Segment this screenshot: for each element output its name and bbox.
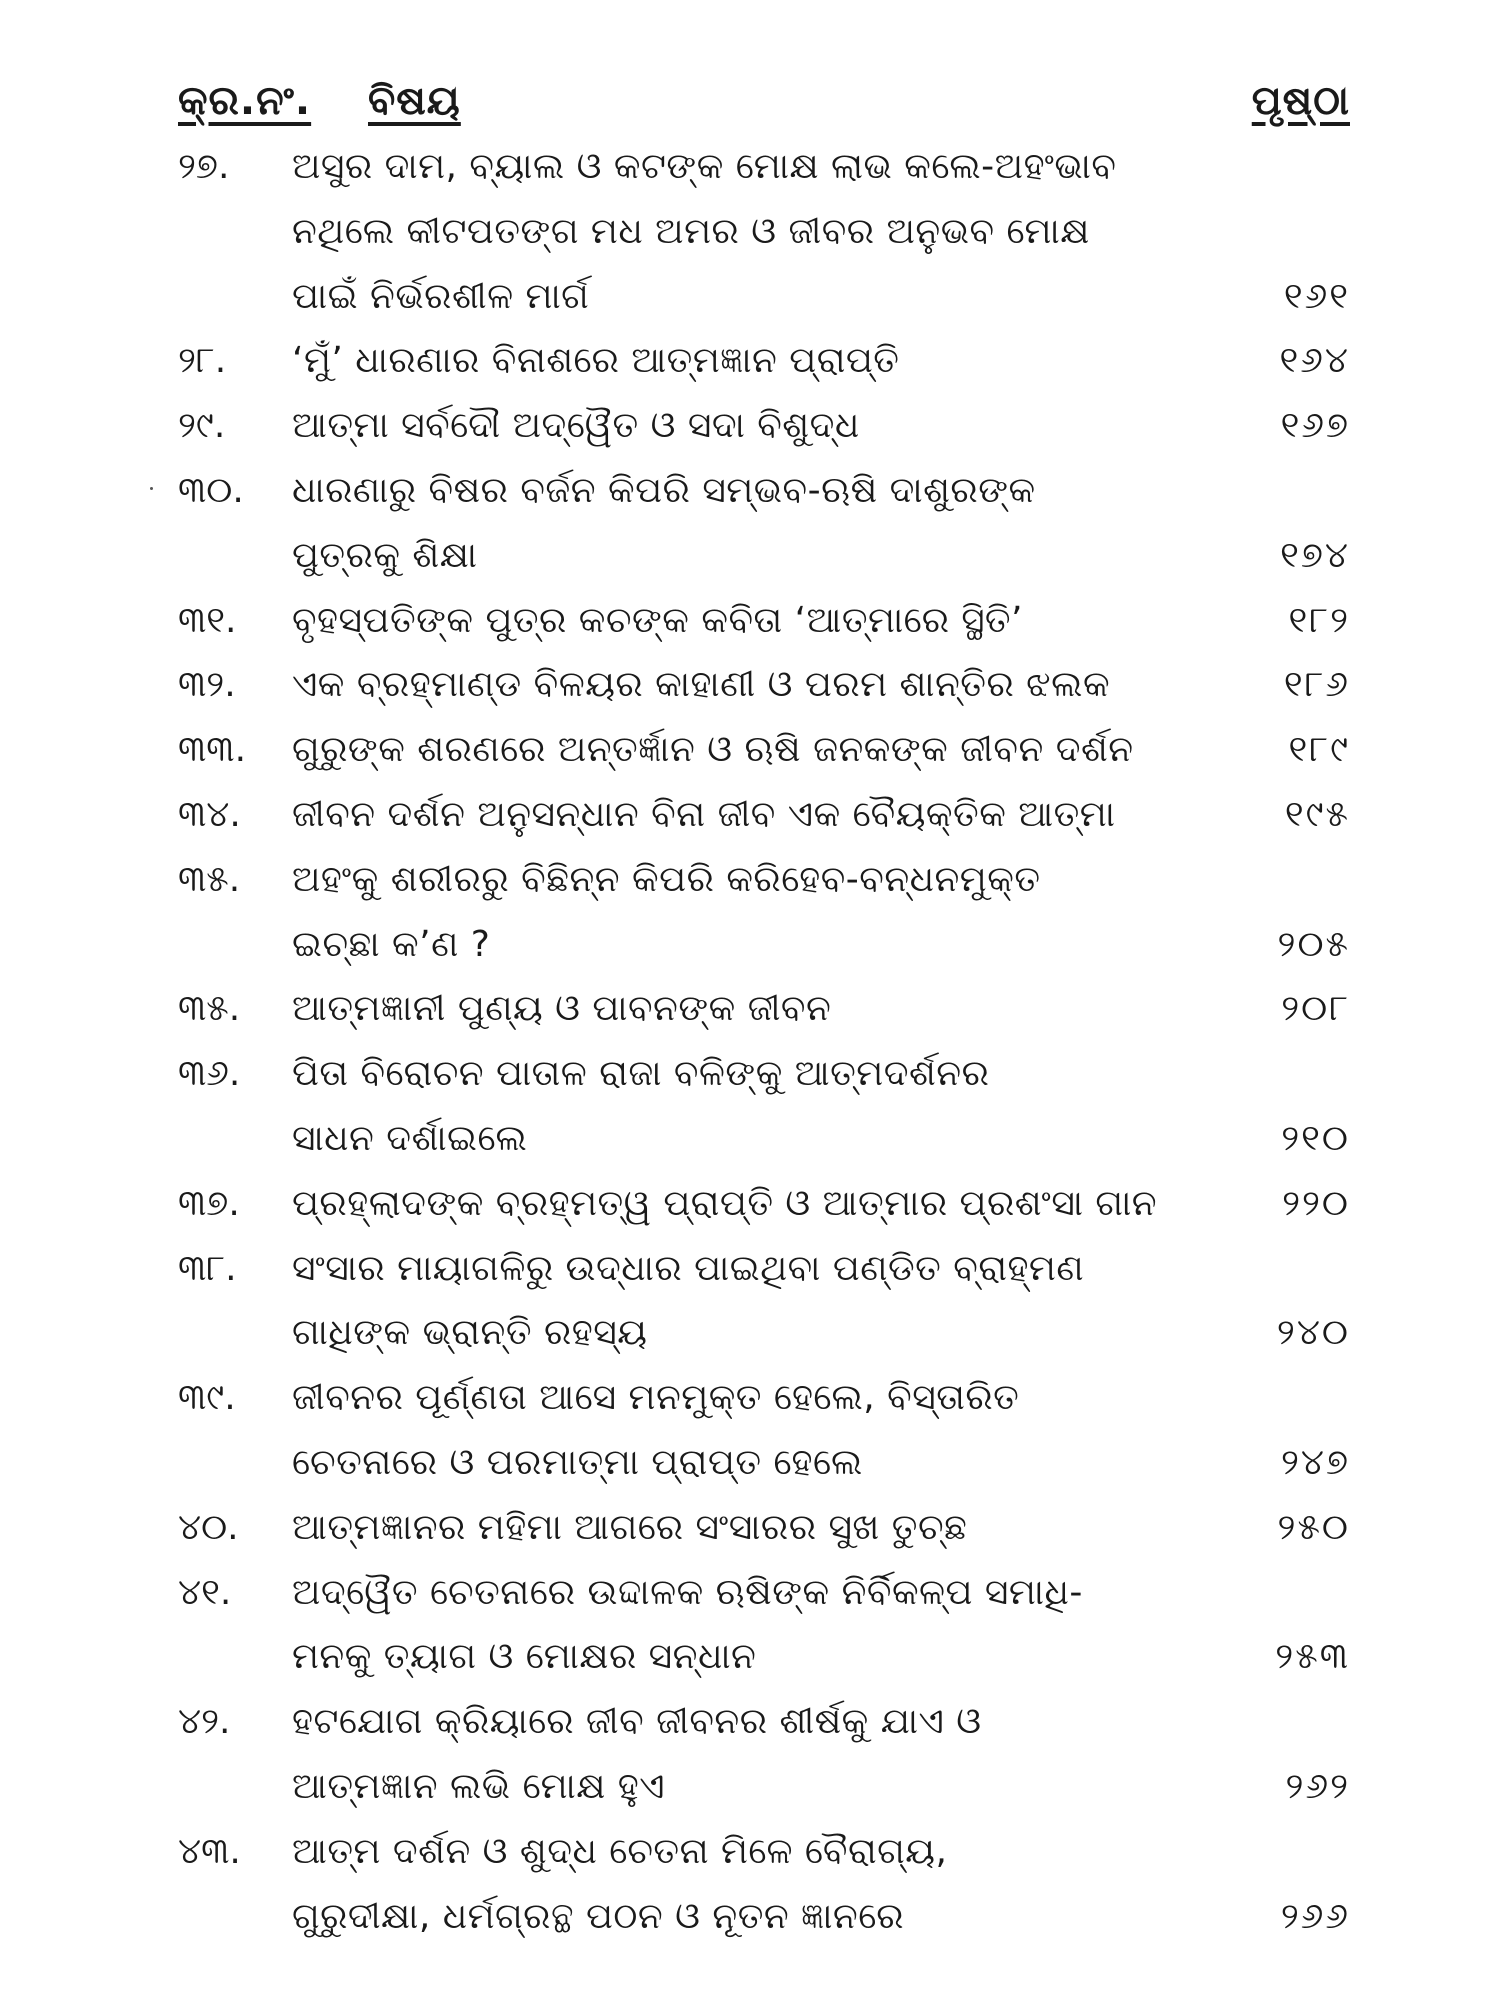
toc-entry-line [0, 1047, 1500, 1112]
entry-page-number: ୨୪୭ [1280, 1441, 1350, 1483]
toc-entry [0, 853, 1500, 983]
toc-entry [0, 1242, 1500, 1372]
toc-entry-line [0, 1306, 1500, 1371]
toc-entry-line [0, 270, 1500, 335]
scan-speck [150, 487, 153, 490]
serial-number-heading: କ୍ର.ନଂ. [178, 78, 312, 124]
entry-title-text: ହଟଯୋଗ କ୍ରିୟାରେ ଜୀବ ଜୀବନର ଶୀର୍ଷକୁ ଯାଏ ଓ [292, 1701, 982, 1743]
toc-entry-line [0, 1630, 1500, 1695]
toc-entry-line [0, 1695, 1500, 1760]
toc-list [0, 140, 1500, 1954]
toc-entry-line [0, 334, 1500, 399]
entry-title-text: ପ୍ରହ୍ଲାଦଙ୍କ ବ୍ରହ୍ମତ୍ୱ ପ୍ରାପ୍ତି ଓ ଆତ୍ମାର ପ୍ରଶଂସା ଗାନ [292, 1182, 1158, 1224]
toc-entry [0, 594, 1500, 659]
entry-page-number: ୨୫୦ [1277, 1506, 1350, 1548]
entry-number: ୩୦. [178, 469, 244, 511]
entry-page-number: ୧୯୫ [1284, 793, 1350, 835]
toc-entry-line [0, 1760, 1500, 1825]
toc-entry-line [0, 723, 1500, 788]
entry-page-number: ୨୦୫ [1277, 923, 1350, 965]
entry-title-text: ଧାରଣାରୁ ବିଷର ବର୍ଜନ କିପରି ସମ୍ଭବ-ଋଷି ଦାଶୁରଙ୍କ [292, 469, 1036, 511]
entry-number: ୨୭. [178, 146, 230, 187]
entry-title-text: ପୁତ୍ରକୁ ଶିକ୍ଷା [292, 534, 478, 576]
toc-entry-line [0, 1825, 1500, 1890]
entry-title-text: ପିତା ବିରୋଚନ ପାତାଳ ରାଜା ବଳିଙ୍କୁ ଆତ୍ମଦର୍ଶନର [292, 1053, 990, 1095]
entry-page-number: ୧୮୨ [1288, 599, 1350, 641]
toc-entry [0, 140, 1500, 334]
page-heading: ପୃଷ୍ଠା [1251, 78, 1350, 124]
entry-title-text: ଏକ ବ୍ରହ୍ମାଣ୍ଡ ବିଳୟର କାହାଣୀ ଓ ପରମ ଶାନ୍ତିର ଝଲକ [292, 664, 1111, 706]
entry-number: ୩୧. [178, 599, 237, 641]
toc-entry [0, 1501, 1500, 1566]
toc-entry-line [0, 918, 1500, 983]
toc-entry-line [0, 658, 1500, 723]
entry-title-text: ପାଇଁ ନିର୍ଭରଶୀଳ ମାର୍ଗ [292, 275, 590, 317]
toc-entry [0, 1371, 1500, 1501]
entry-title-text: ବୃହସ୍ପତିଙ୍କ ପୁତ୍ର କଚଙ୍କ କବିତା ‘ଆତ୍ମାରେ ସ୍ଥିତି’ [292, 599, 1023, 641]
entry-number: ୩୯. [178, 1377, 236, 1419]
toc-entry-line [0, 853, 1500, 918]
toc-entry-line [0, 594, 1500, 659]
toc-entry-line [0, 788, 1500, 853]
toc-entry-line [0, 464, 1500, 529]
subject-heading: ବିଷୟ [368, 78, 461, 124]
entry-title-text: ଇଚ୍ଛା କ’ଣ ? [292, 923, 491, 965]
entry-page-number: ୧୬୧ [1283, 275, 1350, 317]
entry-title-text: ମନକୁ ତ୍ୟାଗ ଓ ମୋକ୍ଷର ସନ୍ଧାନ [292, 1636, 757, 1678]
entry-title-text: ଆତ୍ମଜ୍ଞାନ ଲଭି ମୋକ୍ଷ ହୁଏ [292, 1765, 666, 1807]
entry-page-number: ୨୦୮ [1281, 988, 1350, 1030]
entry-number: ୩୩. [178, 729, 247, 771]
toc-entry-line [0, 1566, 1500, 1631]
toc-entry [0, 1825, 1500, 1955]
entry-page-number: ୧୬୪ [1279, 340, 1350, 382]
entry-number: ୪୨. [178, 1701, 231, 1743]
entry-number: ୪୦. [178, 1506, 239, 1548]
entry-number: ୨୯. [178, 405, 226, 447]
toc-entry [0, 723, 1500, 788]
entry-title-text: ଆତ୍ମ ଦର୍ଶନ ଓ ଶୁଦ୍ଧ ଚେତନା ମିଳେ ବୈରାଗ୍ୟ, [292, 1830, 948, 1872]
entry-page-number: ୨୨୦ [1282, 1182, 1350, 1224]
toc-entry [0, 464, 1500, 594]
entry-page-number: ୧୬୭ [1280, 405, 1350, 447]
entry-number: ୩୪. [178, 793, 241, 835]
toc-entry-line [0, 1242, 1500, 1307]
entry-title-text: ଅହଂକୁ ଶରୀରରୁ ବିଛିନ୍ନ କିପରି କରିହେବ-ବନ୍ଧନମୁକ୍ତ [292, 858, 1041, 900]
entry-title-text: ନଥିଲେ କୀଟପତଙ୍ଗ ମଧ ଅମର ଓ ଜୀବର ଅନୁଭବ ମୋକ୍ଷ [292, 210, 1090, 252]
toc-entry [0, 788, 1500, 853]
entry-title-text: ସଂସାର ମାୟାଗଳିରୁ ଉଦ୍ଧାର ପାଇଥିବା ପଣ୍ଡିତ ବ୍ରାହ୍ମଣ [292, 1247, 1085, 1289]
entry-title-text: ଗୁରୁଦୀକ୍ଷା, ଧର୍ମଗ୍ରନ୍ଥ ପଠନ ଓ ନୂତନ ଜ୍ଞାନରେ [292, 1895, 905, 1937]
entry-title-text: ଗୁରୁଙ୍କ ଶରଣରେ ଅନ୍ତର୍ଜ୍ଞାନ ଓ ଋଷି ଜନକଙ୍କ ଜୀବନ ଦର୍ଶନ [292, 729, 1134, 771]
entry-number: ୩୫. [178, 988, 241, 1030]
toc-header [0, 78, 1500, 148]
entry-number: ୩୨. [178, 664, 236, 706]
entry-page-number: ୧୮୯ [1288, 729, 1350, 771]
entry-title-text: ଜୀବନ ଦର୍ଶନ ଅନୁସନ୍ଧାନ ବିନା ଜୀବ ଏକ ବୈୟକ୍ତିକ ଆତ୍ମା [292, 793, 1116, 835]
toc-entry-line [0, 205, 1500, 270]
entry-number: ୩୬. [178, 1053, 241, 1095]
entry-title-text: ଆତ୍ମଜ୍ଞାନୀ ପୁଣ୍ୟ ଓ ପାବନଙ୍କ ଜୀବନ [292, 988, 832, 1030]
toc-entry-line [0, 1501, 1500, 1566]
toc-entry-line [0, 1177, 1500, 1242]
entry-number: ୪୧. [178, 1571, 232, 1613]
entry-title-text: ଆତ୍ମଜ୍ଞାନର ମହିମା ଆଗରେ ସଂସାରର ସୁଖ ତୁଚ୍ଛ [292, 1506, 968, 1548]
toc-entry-line [0, 529, 1500, 594]
toc-entry [0, 334, 1500, 399]
entry-number: ୩୭. [178, 1182, 240, 1224]
toc-entry-line [0, 1436, 1500, 1501]
entry-page-number: ୨୫୩ [1275, 1636, 1350, 1678]
entry-number: ୩୫. [178, 858, 241, 900]
toc-entry [0, 1695, 1500, 1825]
entry-number: ୪୩. [178, 1830, 241, 1872]
toc-entry [0, 982, 1500, 1047]
entry-page-number: ୨୬୨ [1285, 1765, 1350, 1807]
toc-entry [0, 1566, 1500, 1696]
entry-page-number: ୨୪୦ [1276, 1312, 1350, 1354]
entry-title-text: ଆତ୍ମା ସର୍ବଦୌ ଅଦ୍ୱୈତ ଓ ସଦା ବିଶୁଦ୍ଧ [292, 405, 860, 447]
toc-entry-line [0, 1112, 1500, 1177]
toc-entry-line [0, 982, 1500, 1047]
entry-title-text: ଜୀବନର ପୂର୍ଣ୍ଣତା ଆସେ ମନମୁକ୍ତ ହେଲେ, ବିସ୍ତାରିତ [292, 1377, 1020, 1419]
toc-entry-line [0, 1890, 1500, 1955]
entry-page-number: ୨୧୦ [1281, 1117, 1350, 1159]
toc-entry [0, 399, 1500, 464]
toc-entry [0, 658, 1500, 723]
entry-number: ୨୮. [178, 340, 227, 382]
toc-entry-line [0, 399, 1500, 464]
entry-title-text: ଅସୁର ଦାମ, ବ୍ୟାଲ ଓ କଟଙ୍କ ମୋକ୍ଷ ଲାଭ କଲେ-ଅହଂଭାବ [292, 146, 1117, 187]
entry-title-text: ‘ମୁଁ’ ଧାରଣାର ବିନାଶରେ ଆତ୍ମଜ୍ଞାନ ପ୍ରାପ୍ତି [292, 340, 900, 382]
entry-title-text: ସାଧନ ଦର୍ଶାଇଲେ [292, 1117, 528, 1159]
entry-title-text: ଚେତନାରେ ଓ ପରମାତ୍ମା ପ୍ରାପ୍ତ ହେଲେ [292, 1441, 863, 1483]
entry-number: ୩୮. [178, 1247, 237, 1289]
toc-entry-line [0, 140, 1500, 205]
entry-title-text: ଅଦ୍ୱୈତ ଚେତନାରେ ଉଦ୍ଦାଳକ ଋଷିଙ୍କ ନିର୍ବିକଳ୍ପ ସମାଧି- [292, 1571, 1083, 1613]
toc-entry-line [0, 1371, 1500, 1436]
toc-entry [0, 1177, 1500, 1242]
entry-page-number: ୧୮୬ [1283, 664, 1350, 706]
toc-entry [0, 1047, 1500, 1177]
entry-page-number: ୧୭୪ [1280, 534, 1350, 576]
entry-page-number: ୨୬୬ [1280, 1895, 1350, 1937]
entry-title-text: ଗାଧିଙ୍କ ଭ୍ରାନ୍ତି ରହସ୍ୟ [292, 1312, 648, 1354]
